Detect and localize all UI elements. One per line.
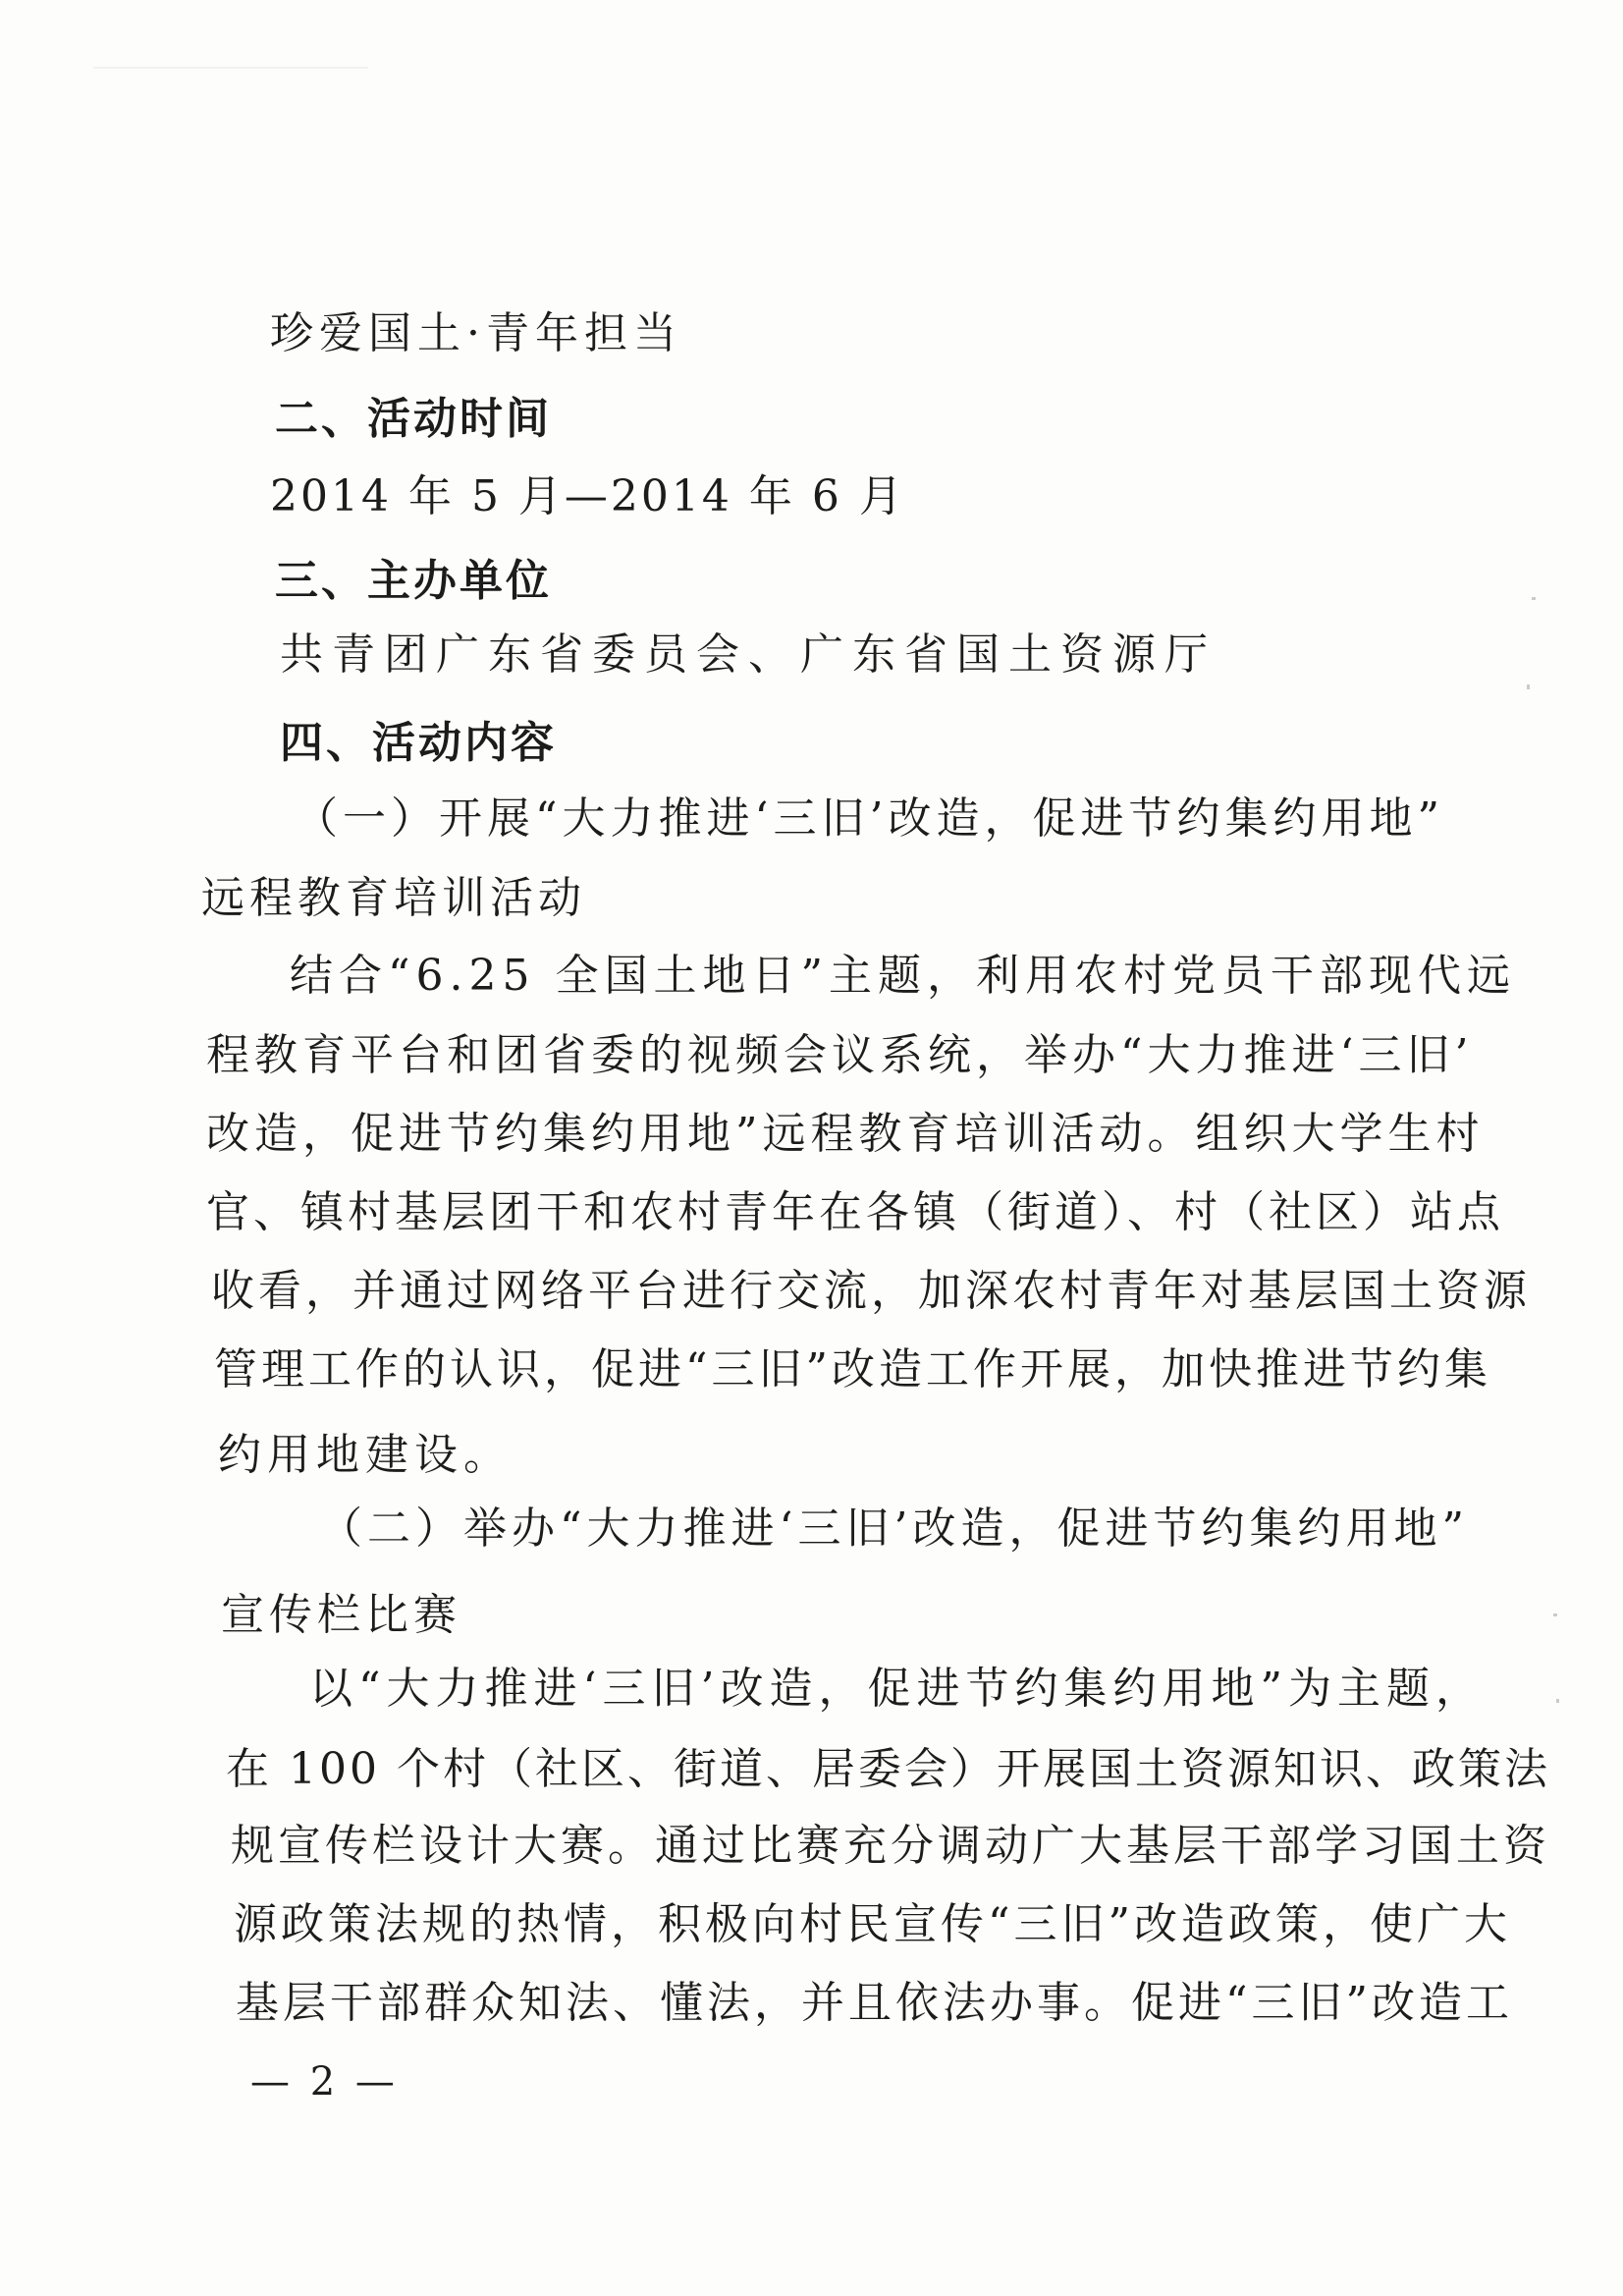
- theme-line: 珍爱国土·青年担当: [270, 308, 682, 358]
- section-heading-activity-content: 四、活动内容: [280, 718, 557, 768]
- subsection-1-title-cont: 远程教育培训活动: [201, 873, 586, 923]
- paragraph-1-line: 程教育平台和团省委的视频会议系统，举办“大力推进‘三旧’: [206, 1030, 1474, 1080]
- activity-time-value: 2014 年 5 月—2014 年 6 月: [270, 471, 905, 521]
- scan-artifact-line: [93, 67, 368, 69]
- paragraph-2-line: 以“大力推进‘三旧’改造，促进节约集约用地”为主题，: [309, 1664, 1485, 1714]
- paragraph-1-line: 约用地建设。: [218, 1430, 513, 1480]
- subsection-2-title-cont: 宣传栏比赛: [221, 1590, 461, 1640]
- paragraph-2-line: 源政策法规的热情，积极向村民宣传“三旧”改造政策，使广大: [234, 1899, 1511, 1949]
- scan-artifact-dot: [1532, 597, 1536, 600]
- scan-artifact-dot: [1556, 1699, 1559, 1703]
- subsection-1-title: （一）开展“大力推进‘三旧’改造，促进节约集约用地”: [295, 793, 1444, 844]
- paragraph-1-line: 收看，并通过网络平台进行交流，加深农村青年对基层国土资源: [211, 1266, 1531, 1316]
- paragraph-1-line: 官、镇村基层团干和农村青年在各镇（街道）、村（社区）站点: [206, 1187, 1504, 1237]
- page-number: — 2 —: [250, 2059, 399, 2105]
- organizer-value: 共青团广东省委员会、广东省国土资源厅: [280, 629, 1217, 680]
- paragraph-1-line: 改造，促进节约集约用地”远程教育培训活动。组织大学生村: [206, 1109, 1485, 1159]
- scan-artifact-dot: [1527, 684, 1530, 689]
- scan-artifact-dot: [1553, 1613, 1557, 1616]
- subsection-2-title: （二）举办“大力推进‘三旧’改造，促进节约集约用地”: [319, 1503, 1469, 1554]
- section-heading-organizer: 三、主办单位: [275, 556, 552, 606]
- paragraph-1-line: 管理工作的认识，促进“三旧”改造工作开展，加快推进节约集: [214, 1344, 1491, 1394]
- section-heading-activity-time: 二、活动时间: [275, 394, 552, 444]
- paragraph-2-line: 在 100 个村（社区、街道、居委会）开展国土资源知识、政策法: [226, 1744, 1550, 1794]
- paragraph-2-line: 基层干部群众知法、懂法，并且依法办事。促进“三旧”改造工: [236, 1978, 1513, 2028]
- paragraph-2-line: 规宣传栏设计大赛。通过比赛充分调动广大基层干部学习国土资: [231, 1821, 1550, 1871]
- paragraph-1-line: 结合“6.25 全国土地日”主题，利用农村党员干部现代远: [290, 951, 1516, 1001]
